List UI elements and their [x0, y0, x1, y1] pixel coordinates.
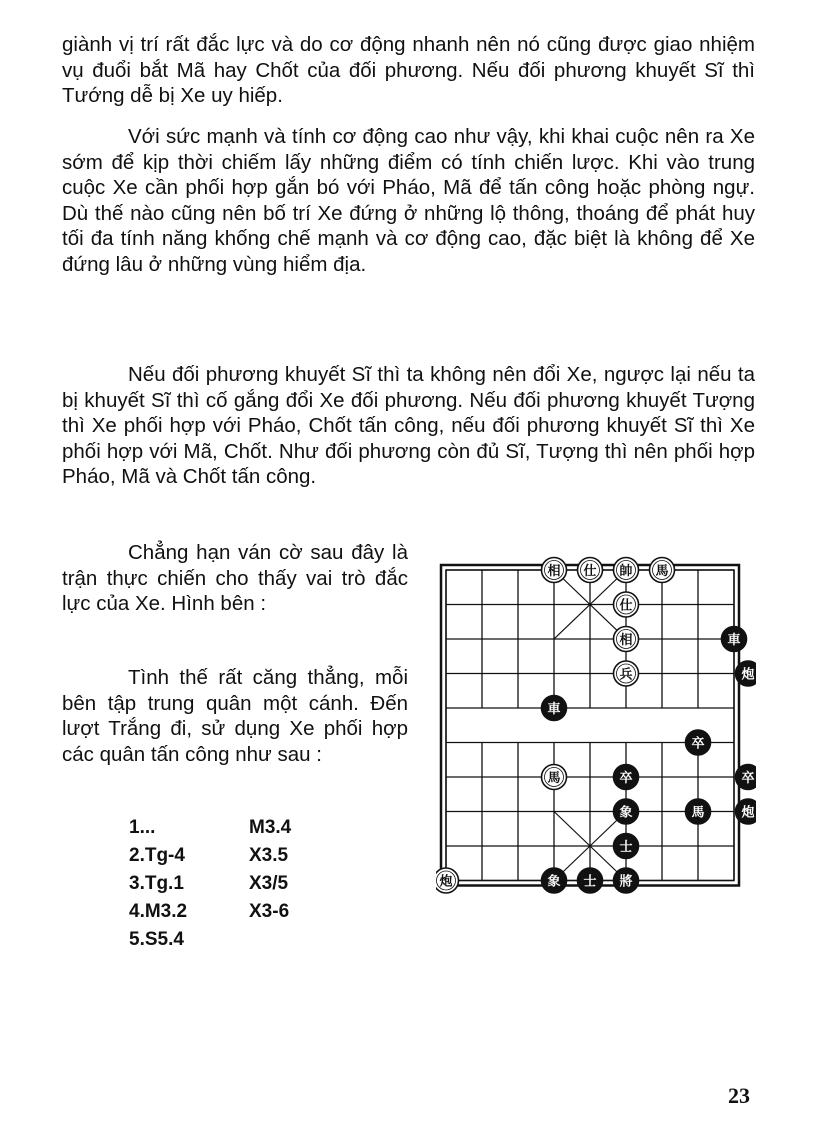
move-white: 3.Tg.1	[129, 873, 184, 894]
piece-label: 卒	[691, 736, 705, 752]
paragraph-3: Nếu đối phương khuyết Sĩ thì ta không nên đổi Xe, ngược lại nếu ta bị khuyết Sĩ thì cố gắng đổi Xe đối phương. Nếu đối phương khuyết Tượng thì Xe phối hợp với Pháo, Chốt tấn công, nếu đối phương khuyết Sĩ thì Xe phối hợp với Mã, Chốt. Như đối phương còn đủ Sĩ, Tượng thì nên phối hợp Pháo, Mã và Chốt tấn công.	[62, 363, 755, 488]
piece-label: 炮	[741, 805, 755, 821]
board-grid	[441, 565, 739, 886]
move-black: M3.4	[249, 817, 292, 838]
piece-label: 相	[547, 564, 561, 579]
piece-label: 車	[727, 633, 741, 648]
piece-label: 車	[547, 702, 561, 717]
move-black: X3.5	[249, 845, 289, 866]
xiangqi-board-diagram	[436, 552, 756, 902]
move-white: 5.S5.4	[129, 929, 184, 950]
piece-label: 將	[619, 874, 633, 890]
piece-label: 仕	[583, 564, 597, 579]
board-pieces	[436, 558, 756, 894]
piece-label: 象	[547, 874, 561, 890]
piece-label: 相	[619, 633, 633, 648]
piece-label: 馬	[655, 564, 669, 579]
piece-label: 卒	[619, 771, 633, 786]
page-number: 23	[728, 1083, 750, 1108]
move-white: 4.M3.2	[129, 901, 188, 922]
move-row	[129, 814, 291, 842]
piece-label: 馬	[547, 771, 561, 786]
piece-label: 士	[619, 840, 633, 855]
piece-label: 兵	[619, 667, 633, 683]
move-row	[129, 926, 291, 954]
paragraph-2: Với sức mạnh và tính cơ động cao như vậy, khi khai cuộc nên ra Xe sớm để kịp thời chiếm lấy những điểm có tính chiến lược. Khi vào trung cuộc Xe cần phối hợp gắn bó với Pháo, Mã để tấn công hoặc phòng ngự. Dù thế nào cũng nên bố trí Xe đứng ở những lộ thông, thoáng để phát huy tối đa tính năng khống chế mạnh và cơ động cao, đặc biệt là không để Xe đứng lâu ở những vùng hiểm địa.	[62, 125, 755, 276]
move-black: X3/5	[249, 873, 289, 894]
piece-label: 士	[583, 874, 597, 890]
piece-label: 象	[619, 805, 633, 821]
paragraph-4: Chẳng hạn ván cờ sau đây là trận thực chiến cho thấy vai trò đắc lực của Xe. Hình bên :	[62, 541, 408, 615]
move-white: 2.Tg-4	[129, 845, 185, 866]
piece-label: 馬	[691, 805, 705, 821]
paragraph-5: Tình thế rất căng thẳng, mỗi bên tập trung quân một cánh. Đến lượt Trắng đi, sử dụng Xe phối hợp các quân tấn công như sau :	[62, 666, 408, 766]
move-list	[129, 814, 291, 954]
piece-label: 卒	[741, 771, 755, 786]
piece-label: 炮	[439, 874, 453, 890]
paragraph-1: giành vị trí rất đắc lực và do cơ động nhanh nên nó cũng được giao nhiệm vụ đuổi bắt Mã hay Chốt của đối phương. Nếu đối phương khuyết Sĩ thì Tướng dễ bị Xe uy hiếp.	[62, 33, 755, 107]
piece-label: 炮	[741, 667, 755, 683]
move-row	[129, 870, 291, 898]
move-row	[129, 898, 291, 926]
move-row	[129, 842, 291, 870]
piece-label: 仕	[619, 598, 633, 614]
move-black: X3-6	[249, 901, 290, 922]
move-white: 1...	[129, 817, 156, 838]
piece-label: 帥	[619, 564, 633, 579]
